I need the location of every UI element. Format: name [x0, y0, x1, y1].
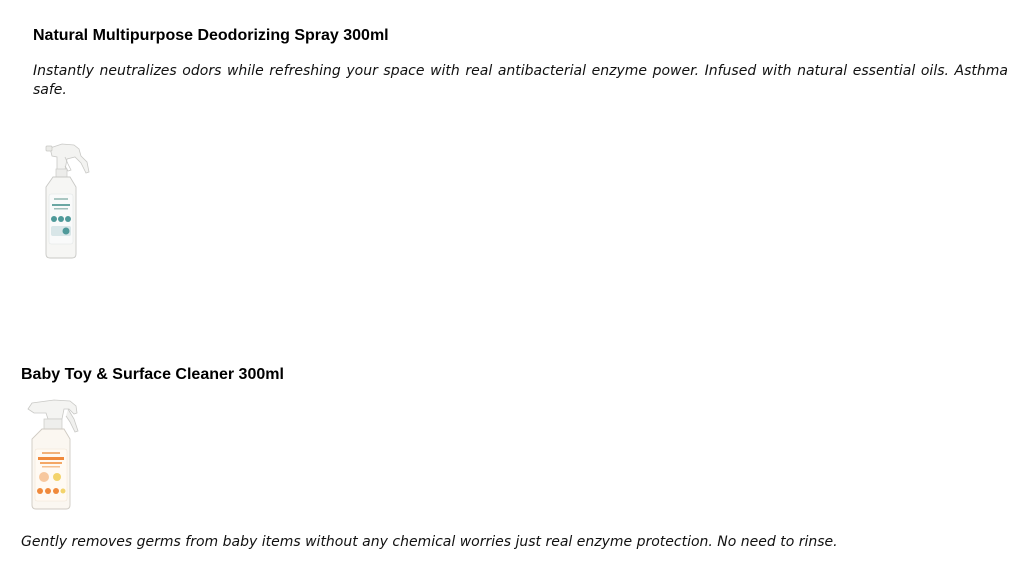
bottle-neck [56, 169, 67, 177]
bottle-label [35, 449, 67, 501]
product-description: Gently removes germs from baby items without any chemical worries just real enzyme protection. No need to rinse. [21, 534, 838, 550]
bottle-neck [44, 419, 62, 429]
spray-bottle-icon [24, 399, 82, 511]
spray-bottle-icon [40, 142, 90, 260]
bottle-label [49, 194, 73, 244]
product-description: Instantly neutralizes odors while refreshing your space with real antibacterial enzyme power. Infused with natural essential oils. Asthma safe. [33, 63, 1008, 98]
trigger-head [46, 144, 89, 173]
product-title: Natural Multipurpose Deodorizing Spray 300ml [33, 27, 389, 44]
product-title: Baby Toy & Surface Cleaner 300ml [21, 366, 284, 383]
